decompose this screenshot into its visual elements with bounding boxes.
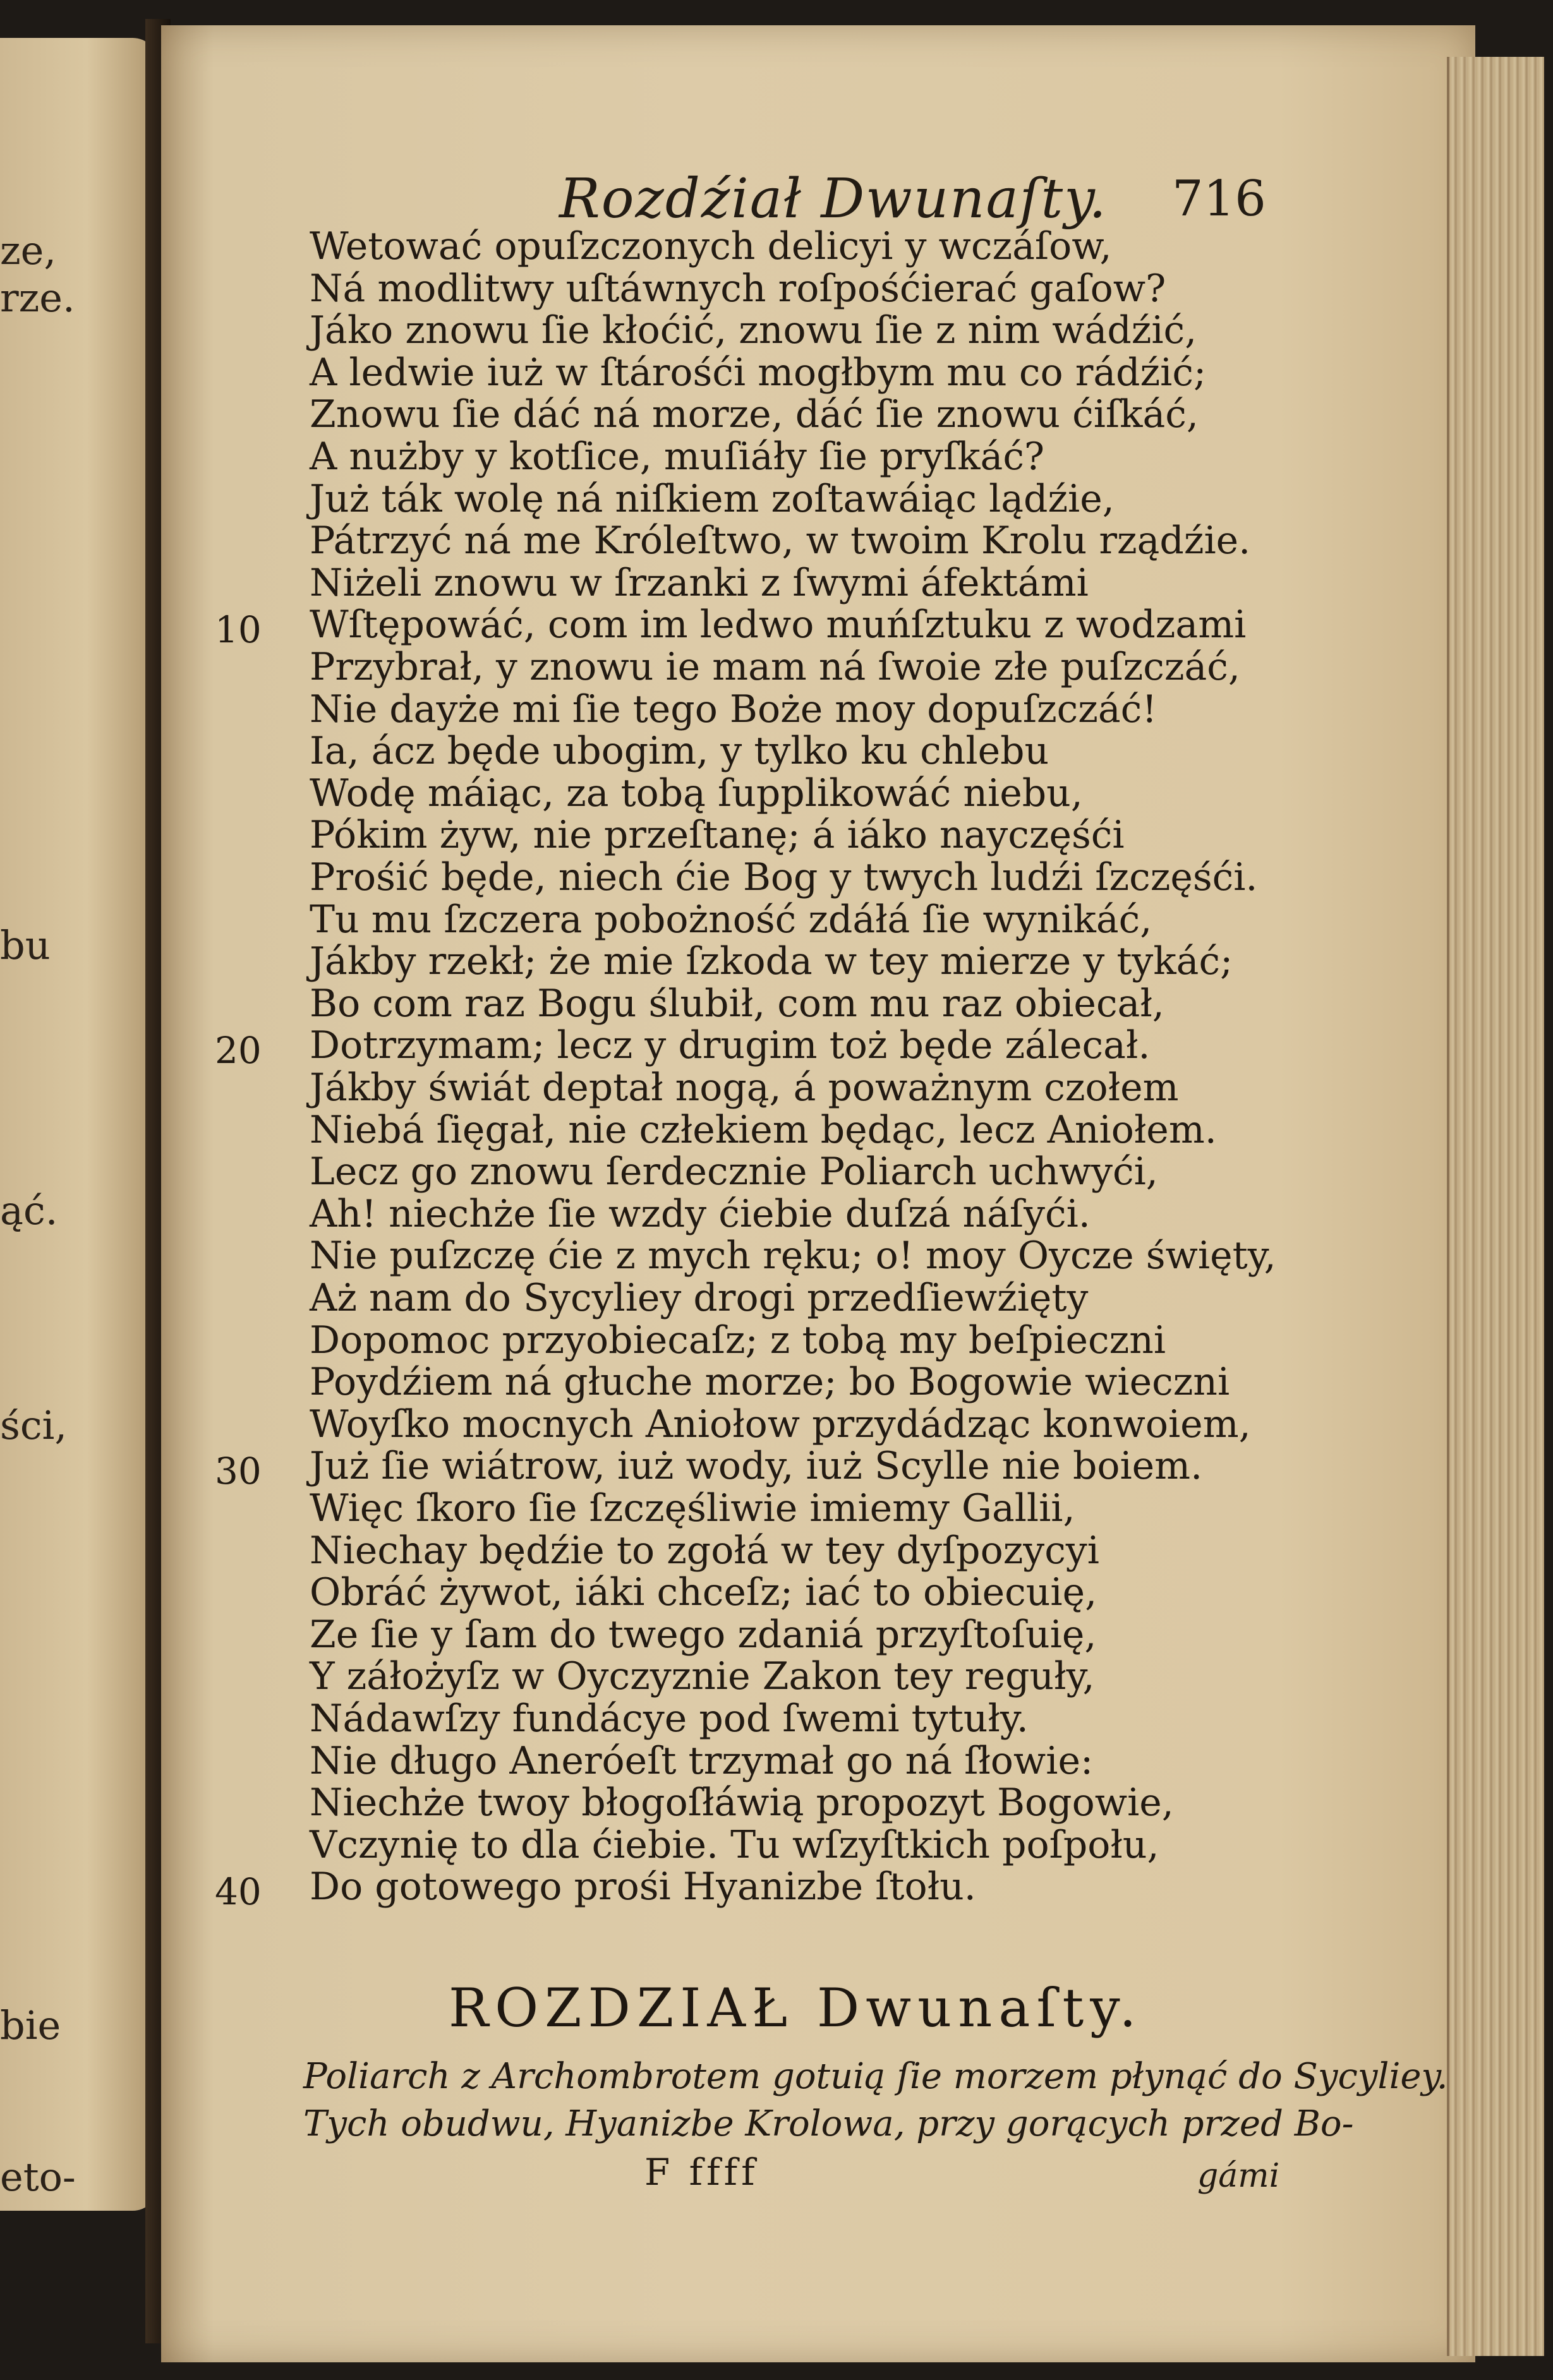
poem-line: Niżeli znowu w ſrzanki z ſwymi áfektámi (310, 560, 1089, 605)
poem-line: Jákby świát deptał nogą, á poważnym czołem (310, 1066, 1179, 1110)
poem-line: Pátrzyć ná me Króleſtwo, w twoim Krolu rządźie. (310, 519, 1251, 563)
poem-line: Poydźiem ná głuche morze; bo Bogowie wieczni (310, 1360, 1230, 1405)
poem-line: Niebá ſięgał, nie człekiem będąc, lecz Aniołem. (310, 1107, 1217, 1152)
poem-line: Jáko znowu ſie kłoćić, znowu ſie z nim wádźić, (310, 308, 1197, 353)
poem-line: Wſtępowáć, com im ledwo muńſztuku z wodzami (310, 603, 1247, 647)
poem-line: Ná modlitwy uſtáwnych roſpośćierać gaſow? (310, 266, 1166, 311)
left-page-fragment: ści, (0, 1402, 68, 1448)
poem-line: Obráć żywot, iáki chceſz; iać to obiecuię, (310, 1570, 1097, 1615)
poem-line: Niechże twoy błogoſłáwią propozyt Bogowie, (310, 1781, 1174, 1825)
poem-line: Ze ſie y ſam do twego zdaniá przyſtoſuię, (310, 1612, 1097, 1657)
poem-line: Dotrzymam; lecz y drugim toż będe zálecał. (310, 1023, 1151, 1068)
poem-line: Do gotowego prośi Hyanizbe ſtołu. (310, 1865, 976, 1909)
signature-mark: F ffff (644, 2151, 759, 2194)
line-number: 40 (215, 1870, 262, 1914)
poem-line: Vczynię to dla ćiebie. Tu wſzyſtkich poſpołu, (310, 1822, 1159, 1867)
poem-line: Bo com raz Bogu ślubił, com mu raz obiecał, (310, 981, 1164, 1026)
left-page-fragment: eto- (0, 2154, 76, 2200)
chapter-summary-line: Poliarch z Archombrotem gotuią ſie morzem płynąć do Sycyliey. (303, 2056, 1448, 2097)
page-edges (1447, 57, 1544, 2356)
catchword: gámi (1197, 2157, 1280, 2195)
poem-line: Dopomoc przyobiecaſz; z tobą my beſpieczni (310, 1318, 1166, 1362)
poem-line: Aż nam do Sycyliey drogi przedſiewźięty (310, 1276, 1089, 1320)
line-number: 30 (215, 1450, 262, 1493)
poem-line: Lecz go znowu ſerdecznie Poliarch uchwyći, (310, 1150, 1158, 1194)
poem-line: Prośić będe, niech ćie Bog y twych ludźi ſzczęśći. (310, 855, 1258, 899)
poem-line: Jákby rzekł; że mie ſzkoda w tey mierze y tykáć; (310, 939, 1233, 984)
line-number: 20 (215, 1029, 262, 1073)
left-page-fragment: bie (0, 2002, 61, 2048)
poem-line: Ah! niechże ſie wzdy ćiebie duſzá náſyći. (310, 1191, 1091, 1236)
poem-line: A ledwie iuż w ſtárośći mogłbym mu co rádźić; (310, 350, 1207, 395)
left-page-fragment: bu (0, 922, 51, 968)
poem-line: Więc ſkoro ſie ſzczęśliwie imiemy Gallii, (310, 1486, 1075, 1530)
poem-line: Już ták wolę ná niſkiem zoſtawáiąc lądźie, (310, 476, 1115, 521)
poem-line: Ia, ácz będe ubogim, y tylko ku chlebu (310, 729, 1049, 774)
poem-line: Pókim żyw, nie przeſtanę; á iáko nayczęśći (310, 813, 1125, 858)
poem-line: Nie długo Aneróeſt trzymał go ná ſłowie: (310, 1738, 1094, 1783)
poem-line: Niechay będźie to zgołá w tey dyſpozycyi (310, 1528, 1099, 1573)
poem-line: Nie puſzczę ćie z mych ręku; o! moy Oycze święty, (310, 1234, 1276, 1278)
poem-line: Woyſko mocnych Aniołow przydádząc konwoiem, (310, 1402, 1251, 1446)
chapter-title: ROZDZIAŁ Dwunaſty. (449, 1977, 1143, 2039)
poem-line: Przybrał, y znowu ie mam ná ſwoie złe puſzczáć, (310, 645, 1240, 689)
running-title: Rozdźiał Dwunaſty. (559, 167, 1108, 231)
line-number: 10 (215, 608, 262, 652)
poem-line: Znowu ſie dáć ná morze, dáć ſie znowu ćiſkáć, (310, 392, 1199, 437)
left-page-fragment: ąć. (0, 1187, 58, 1234)
page-number: 716 (1172, 171, 1266, 227)
left-page (0, 38, 158, 2211)
poem-line: Wetować opuſzczonych delicyi y wczáſow, (310, 224, 1112, 268)
poem-line: Y záłożyſz w Oyczyznie Zakon tey reguły, (310, 1654, 1095, 1699)
poem-line: A nużby y kotſice, muſiáły ſie pryſkáć? (310, 435, 1045, 479)
chapter-summary-line: Tych obudwu, Hyanizbe Krolowa, przy gorących przed Bo- (303, 2103, 1354, 2144)
poem-line: Wodę máiąc, za tobą ſupplikowáć niebu, (310, 771, 1083, 815)
left-page-fragment: rze. (0, 275, 75, 321)
poem-line: Już ſie wiátrow, iuż wody, iuż Scylle nie boiem. (310, 1444, 1203, 1489)
left-page-fragment: ze, (0, 227, 57, 273)
poem-line: Nie dayże mi ſie tego Boże moy dopuſzczáć! (310, 687, 1157, 731)
poem-line: Tu mu ſzczera pobożność zdáłá ſie wynikáć, (310, 897, 1152, 942)
poem-line: Nádawſzy fundácye pod ſwemi tytuły. (310, 1697, 1029, 1741)
